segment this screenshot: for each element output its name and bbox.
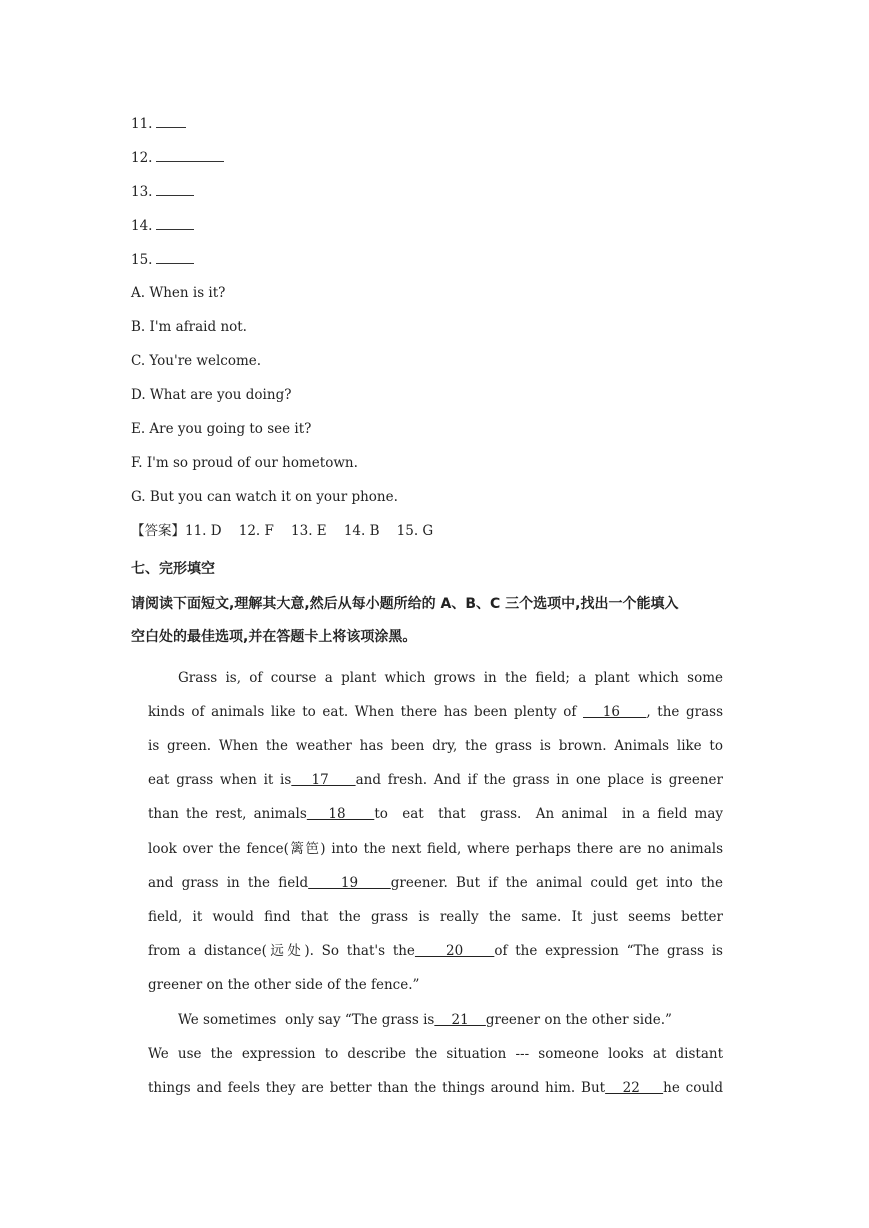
answer-blank — [156, 181, 194, 196]
option-b: B. I'm afraid not. — [131, 319, 247, 335]
answer-blank — [156, 113, 186, 128]
item-number: 12. — [131, 150, 153, 166]
cloze-blank-19: 19 — [308, 875, 391, 891]
cloze-blank-20: 20 — [414, 943, 495, 959]
answer-text: 11. D 12. F 13. E 14. B 15. G — [185, 523, 434, 539]
text: of the expression “The grass is — [494, 943, 723, 959]
section-instruction-2: 空白处的最佳选项,并在答题卡上将该项涂黑。 — [131, 629, 417, 645]
option-c: C. You're welcome. — [131, 353, 262, 369]
cloze-blank-18: 18 — [306, 806, 375, 822]
answer-label: 【答案】 — [131, 523, 185, 539]
text: and grass in the field — [148, 875, 309, 891]
option-d: D. What are you doing? — [131, 387, 292, 403]
blank-item-12 — [131, 147, 224, 168]
blank-item-15 — [131, 249, 194, 270]
cloze-blank-22: 22 — [605, 1080, 664, 1096]
blank-item-14 — [131, 215, 194, 236]
passage-line-9 — [148, 941, 723, 961]
text: , the grass — [646, 704, 724, 720]
passage-line-5 — [148, 804, 723, 824]
option-e: E. Are you going to see it? — [131, 421, 312, 437]
section-instruction-1: 请阅读下面短文,理解其大意,然后从每小题所给的 A、B、C 三个选项中,找出一个能填入 — [131, 596, 679, 612]
text: he could — [663, 1080, 723, 1096]
text: greener. But if the animal could get into the — [390, 875, 723, 891]
passage-line-2 — [148, 702, 723, 722]
cloze-blank-16: 16 — [583, 704, 647, 720]
blank-item-13 — [131, 181, 194, 202]
passage-line-1: Grass is, of course a plant which grows in the field; a plant which some — [178, 670, 723, 686]
text: from a distance(远处). So that's the — [148, 943, 415, 959]
passage-line-12: We use the expression to describe the situation --- someone looks at distant — [148, 1046, 723, 1062]
blank-item-11 — [131, 113, 186, 134]
answer-blank — [156, 147, 224, 162]
cloze-blank-21: 21 — [434, 1012, 486, 1028]
passage-line-4 — [148, 770, 723, 790]
item-number: 11. — [131, 116, 153, 132]
option-a: A. When is it? — [131, 285, 226, 301]
text: We sometimes only say “The grass is — [178, 1012, 435, 1028]
passage-line-6: look over the fence(篱笆) into the next field, where perhaps there are no animals — [148, 841, 723, 857]
answer-blank — [156, 249, 194, 264]
item-number: 14. — [131, 218, 153, 234]
passage-line-7 — [148, 873, 723, 893]
passage-line-10: greener on the other side of the fence.” — [148, 977, 420, 993]
text: eat grass when it is — [148, 772, 292, 788]
text: than the rest, animals — [148, 806, 307, 822]
answer-key — [131, 521, 433, 541]
section-title: 七、完形填空 — [131, 561, 215, 577]
answer-blank — [156, 215, 194, 230]
passage-line-8: field, it would find that the grass is really the same. It just seems better — [148, 909, 723, 925]
text: and fresh. And if the grass in one place is greener — [355, 772, 723, 788]
passage-line-13 — [148, 1078, 723, 1098]
text: kinds of animals like to eat. When there has been plenty of — [148, 704, 583, 720]
text: to eat that grass. An animal in a field may — [374, 806, 724, 822]
option-g: G. But you can watch it on your phone. — [131, 489, 398, 505]
text: greener on the other side.” — [485, 1012, 672, 1028]
option-f: F. I'm so proud of our hometown. — [131, 455, 358, 471]
item-number: 13. — [131, 184, 153, 200]
passage-line-3: is green. When the weather has been dry, the grass is brown. Animals like to — [148, 738, 723, 754]
passage-line-11 — [178, 1010, 723, 1030]
item-number: 15. — [131, 252, 153, 268]
text: things and feels they are better than the things around him. But — [148, 1080, 606, 1096]
cloze-blank-17: 17 — [291, 772, 356, 788]
